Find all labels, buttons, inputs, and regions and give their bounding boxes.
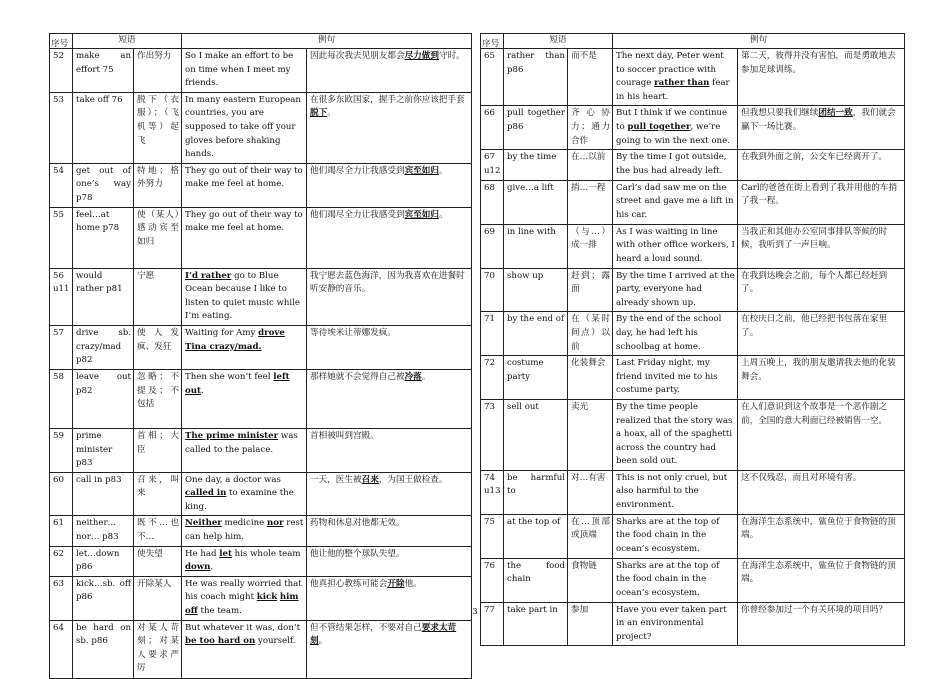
phrase-cell: would rather p81 [73,268,134,325]
seq-cell: 77 [481,602,504,646]
seq-cell: 64 [50,620,73,678]
seq-cell: 61 [50,516,73,546]
sentence-text: 在人们意识到这个故事是一个恶作剧之前，全国的意大利面已经被销售一空。 [741,401,888,426]
highlighted-phrase: kick [256,592,278,603]
sentence-text: Carl’s dad saw me on the street and gave me a lift in his car. [616,182,734,220]
highlighted-phrase: rather than [654,78,710,89]
example-en-cell [613,150,738,180]
table-row [50,546,472,576]
table-row [481,106,905,150]
highlighted-phrase: 要求太苛刻 [310,622,457,647]
sentence-text: By the time I arrived at the party, everyone had already shown up. [616,270,735,308]
highlighted-phrase: I’d rather [185,270,232,281]
phrase-cell: make an effort 75 [73,49,134,93]
sentence-text: So I make an effort to be on time when I meet my friends. [185,51,294,89]
highlighted-phrase: let [219,548,232,559]
sentence-text: 一天，医生被 [310,474,362,485]
table-row [481,602,905,646]
example-zh-cell [307,576,472,620]
example-zh-cell [307,369,472,428]
sentence-text: go to Blue Ocean because I like to listen to quiet music while I’m eating. [185,270,301,322]
sentence-text: Sharks are at the top of the food chain in the ocean’s ecosystem. [616,560,720,599]
example-en-cell [613,602,738,646]
sentence-text: ，我们就会赢下一场比赛。 [741,108,896,132]
meaning-cell: 宁愿 [134,268,182,325]
meaning-cell: 使失望 [134,546,182,576]
phrase-cell: rather than p86 [504,49,568,106]
table-row [481,268,905,312]
example-zh-cell [307,516,472,546]
table-header-row [481,34,905,49]
sentence-text: 在很多东欧国家，握手之前你应该把手套 [310,94,465,105]
example-en-cell [613,224,738,268]
sentence-text: 这不仅残忍，而且对环境有害。 [741,472,862,483]
phrase-cell: sell out [504,399,568,470]
sentence-text: In many eastern European countries, you are supposed to take off your gloves before shaking hands. [185,94,301,160]
sentence-text: 。 [318,636,328,647]
sentence-text: They go out of their way to make me feel at home. [185,209,303,234]
seq-cell: 72 [481,356,504,400]
header-example: 例句 [613,34,905,49]
highlighted-phrase: be too hard on [185,636,256,647]
seq-cell: 55 [50,207,73,268]
sentence-text: 你曾经参加过一个有关环境的项目吗？ [741,604,888,615]
phrase-cell: kick…sb. off p86 [73,576,134,620]
highlighted-phrase: 宾至如归 [404,209,439,220]
example-en-cell [182,325,307,369]
sentence-text: 当我正和其他办公室同事排队等候的时候，我听到了一声巨响。 [741,226,888,251]
sentence-text: Have you ever taken part in an environmental project? [616,604,727,642]
example-zh-cell [738,106,905,150]
highlighted-phrase: down [185,562,211,573]
meaning-cell: 作出努力 [134,49,182,93]
header-phrase: 短语 [504,34,613,49]
seq-cell: 62 [50,546,73,576]
sentence-text: 药物和休息对他都无效。 [310,518,405,529]
seq-cell: 57 [50,325,73,369]
example-zh-cell [738,356,905,400]
header-seq: 序号 [481,34,504,49]
sentence-text: He was really worried that his coach might [185,578,302,603]
seq-cell: 69 [481,224,504,268]
table-row [481,150,905,180]
sentence-text: Then she won’t feel [185,371,274,382]
phrase-cell: take off 76 [73,92,134,163]
highlighted-phrase: him [279,592,299,603]
sentence-text: . [210,562,214,573]
seq-cell: 66 [481,106,504,150]
seq-cell: 52 [50,49,73,93]
table-row [50,163,472,207]
table-row [50,207,472,268]
table-header-row [50,34,472,49]
meaning-cell: 开除某人 [134,576,182,620]
sentence-text: Carl的爸爸在街上看到了我并用他的车捎了我一程。 [741,182,898,207]
example-zh-cell [738,49,905,106]
seq-cell: 73 [481,399,504,470]
meaning-cell: 化装舞会 [568,356,613,400]
sentence-text: One day, a doctor was [185,474,281,485]
seq-cell: 68 [481,180,504,224]
phrase-cell: costume party [504,356,568,400]
sentence-text: . [200,385,204,396]
meaning-cell: 忽略；不提及；不包括 [134,369,182,428]
meaning-cell: 脱下（衣服）；（飞机等）起飞 [134,92,182,163]
sentence-text: 上周五晚上，我的朋友邀请我去他的化装舞会。 [741,358,896,382]
table-row [50,92,472,163]
header-example: 例句 [182,34,472,49]
example-zh-cell [307,268,472,325]
phrase-cell: drive sb. crazy/mad p82 [73,325,134,369]
example-zh-cell [738,558,905,602]
example-en-cell [613,49,738,106]
sentence-text: But whatever it was, don’t [185,622,301,633]
sentence-text: 。 [438,209,448,220]
seq-cell: 75 [481,514,504,558]
example-zh-cell [738,150,905,180]
example-zh-cell [307,49,472,93]
sentence-text: 他让他的整个球队失望。 [310,548,405,559]
phrase-cell: leave out p82 [73,369,134,428]
example-zh-cell [307,325,472,369]
seq-cell: 58 [50,369,73,428]
example-zh-cell [307,92,472,163]
page-number: 3 [472,607,478,617]
example-en-cell [613,180,738,224]
sentence-text: 他们竭尽全力让我感受到 [310,209,405,220]
example-zh-cell [307,428,472,472]
header-phrase: 短语 [73,34,182,49]
example-zh-cell [738,224,905,268]
example-en-cell [182,92,307,163]
example-en-cell [613,558,738,602]
table-row [50,576,472,620]
highlighted-phrase: called in [185,488,227,499]
meaning-cell: 使（某人）感动宾至如归 [134,207,182,268]
example-zh-cell [738,180,905,224]
table-row [481,312,905,356]
highlighted-phrase: The prime minister [185,430,279,441]
seq-cell: 71 [481,312,504,356]
table-body-left [50,49,472,679]
example-en-cell [182,546,307,576]
table-row [481,224,905,268]
sentence-text: Waiting for Amy [185,327,259,338]
header-seq: 序号 [50,34,73,49]
table-row [50,369,472,428]
example-en-cell [613,106,738,150]
sentence-text: As I was waiting in line with other office workers, I heard a loud sound. [616,226,735,264]
meaning-cell: 赶到；露面 [568,268,613,312]
seq-cell: 63 [50,576,73,620]
table-row [50,268,472,325]
sentence-text: 他们竭尽全力让我感受到 [310,165,405,176]
example-zh-cell [738,399,905,470]
phrase-cell: call in p83 [73,472,134,516]
meaning-cell: 首相；大臣 [134,428,182,472]
phrase-cell: by the time [504,150,568,180]
sentence-text: yourself. [255,636,296,647]
sentence-text: 首相被叫到宫殿。 [310,430,379,441]
table-row [50,325,472,369]
example-zh-cell [738,602,905,646]
meaning-cell: 在（某时间点）以前 [568,312,613,356]
example-en-cell [182,516,307,546]
meaning-cell: 齐心协力；通力合作 [568,106,613,150]
meaning-cell: （与…）成一排 [568,224,613,268]
sentence-text: ，为国王做检查。 [378,474,448,485]
highlighted-phrase: pull together [627,121,691,132]
example-en-cell [613,268,738,312]
example-zh-cell [307,620,472,678]
meaning-cell: 参加 [568,602,613,646]
phrase-cell: at the top of [504,514,568,558]
sentence-text: to examine the king. [185,488,294,512]
example-en-cell [613,312,738,356]
sentence-text: They go out of their way to make me feel at home. [185,165,303,190]
sentence-text: By the time people realized that the story was a hoax, all of the spaghetti across the country had been sold out. [616,401,733,467]
table-row [50,620,472,678]
meaning-cell: 在…顶部或顶端 [568,514,613,558]
phrase-table-left [49,33,472,679]
example-en-cell [613,470,738,514]
sentence-text: 在我到达晚会之前，每个人都已经赶到了。 [741,270,888,295]
table-row [481,514,905,558]
example-zh-cell [307,546,472,576]
seq-cell: 67 u12 [481,150,504,180]
sentence-text: 在海洋生态系统中，鲨鱼位于食物链的顶端。 [741,560,896,585]
sentence-text: was called to the palace. [185,430,298,455]
example-zh-cell [307,163,472,207]
example-en-cell [182,49,307,93]
meaning-cell: 特地；格外努力 [134,163,182,207]
phrase-cell: show up [504,268,568,312]
highlighted-phrase: 开除 [387,578,405,589]
sentence-text: 我宁愿去蓝色海洋，因为我喜欢在进餐时听安静的音乐。 [310,270,465,295]
example-en-cell [613,356,738,400]
seq-cell: 65 [481,49,504,106]
sentence-text: 守时。 [438,51,465,61]
highlighted-phrase: 宾至如归 [404,165,439,176]
sentence-text: Last Friday night, my friend invited me to his costume party. [616,358,718,396]
table-row [481,558,905,602]
table-row [50,516,472,546]
highlighted-phrase: 召来 [361,474,379,485]
example-en-cell [613,399,738,470]
meaning-cell: 食物链 [568,558,613,602]
example-en-cell [182,472,307,516]
meaning-cell: 既不…也不… [134,516,182,546]
meaning-cell: 召来，叫来 [134,472,182,516]
sentence-text: 在我到外面之前，公交车已经离开了。 [741,152,888,163]
meaning-cell: 对某人苛刻；对某人要求严厉 [134,620,182,678]
example-en-cell [613,514,738,558]
sentence-text: 。 [327,108,336,119]
sentence-text: 那样她就不会觉得自己被 [310,371,405,382]
table-row [50,472,472,516]
seq-cell: 56 u11 [50,268,73,325]
phrase-cell: by the end of [504,312,568,356]
phrase-cell: let…down p86 [73,546,134,576]
table-row [481,180,905,224]
sentence-text: 在校庆日之前，他已经把书包落在家里了。 [741,314,888,338]
sentence-text: But I think if we continue to [616,108,728,132]
sentence-text: 因此每次我去见朋友都会 [310,51,405,61]
meaning-cell: 使人发疯、发狂 [134,325,182,369]
sentence-text: 第二天，彼得并没有害怕，而是勇敢地去参加足球训练。 [741,51,896,75]
example-en-cell [182,163,307,207]
seq-cell: 70 [481,268,504,312]
sentence-text: his whole team [231,548,301,559]
example-zh-cell [307,207,472,268]
table-row [50,428,472,472]
highlighted-phrase: 尽力做到 [404,51,439,61]
table-row [481,470,905,514]
meaning-cell: 捎…一程 [568,180,613,224]
seq-cell: 76 [481,558,504,602]
sentence-text: By the time I got outside, the bus had already left. [616,152,727,176]
example-en-cell [182,576,307,620]
seq-cell: 60 [50,472,73,516]
sentence-text: , we’re going to win the next one. [616,121,730,146]
sentence-text: By the end of the school day, he had left his schoolbag at home. [616,314,722,352]
example-zh-cell [738,268,905,312]
sentence-text: 。 [421,371,431,382]
example-en-cell [182,369,307,428]
sentence-text: 等待埃米让蒂娜发疯。 [310,327,396,338]
phrase-cell: neither… nor… p83 [73,516,134,546]
sentence-text: the team. [197,606,242,617]
meaning-cell: 在…以前 [568,150,613,180]
example-zh-cell [738,514,905,558]
example-zh-cell [738,470,905,514]
highlighted-phrase: drove Tina crazy/mad. [185,327,285,352]
table-body-right [481,49,905,646]
meaning-cell: 对…有害 [568,470,613,514]
sentence-text: 他。 [404,578,422,589]
highlighted-phrase: 脱下 [310,108,328,119]
example-zh-cell [307,472,472,516]
sentence-text: 但不管结果怎样，不要对自己 [310,622,422,633]
table-row [481,399,905,470]
phrase-cell: pull together p86 [504,106,568,150]
highlighted-phrase: off [185,606,198,617]
sentence-text: He had [185,548,220,559]
phrase-cell: be harmful to [504,470,568,514]
sentence-text: rest can help him. [185,518,304,543]
example-en-cell [182,428,307,472]
meaning-cell: 而不是 [568,49,613,106]
phrase-cell: in line with [504,224,568,268]
sentence-text: This is not only cruel, but also harmful to the environment. [616,472,728,511]
phrase-cell: prime minister p83 [73,428,134,472]
phrase-cell: give…a lift [504,180,568,224]
phrase-cell: take part in [504,602,568,646]
highlighted-phrase: 团结一致 [818,108,853,119]
example-zh-cell [738,312,905,356]
seq-cell: 53 [50,92,73,163]
seq-cell: 54 [50,163,73,207]
sentence-text: 他真担心教练可能会 [310,578,388,589]
table-row [50,49,472,93]
phrase-table-right [480,33,905,646]
phrase-cell: be hard on sb. p86 [73,620,134,678]
sentence-text: 在海洋生态系统中，鲨鱼位于食物链的顶端。 [741,516,896,541]
phrase-cell: the food chain [504,558,568,602]
highlighted-phrase: nor [266,518,284,529]
sentence-text: 但我想只要我们继续 [741,108,819,119]
highlighted-phrase: left out [185,371,290,396]
meaning-cell: 卖光 [568,399,613,470]
phrase-cell: feel…at home p78 [73,207,134,268]
example-en-cell [182,268,307,325]
table-row [481,356,905,400]
highlighted-phrase: 冷落 [404,371,422,382]
sentence-text: 。 [438,165,448,176]
example-en-cell [182,207,307,268]
seq-cell: 59 [50,428,73,472]
sentence-text: The next day, Peter went to soccer practice with courage [616,51,724,89]
phrase-cell: get out of one’s way p78 [73,163,134,207]
example-en-cell [182,620,307,678]
highlighted-phrase: Neither [185,518,222,529]
sentence-text: medicine [221,518,267,529]
sentence-text: Sharks are at the top of the food chain in the ocean’s ecosystem. [616,516,720,555]
seq-cell: 74 u13 [481,470,504,514]
table-row [481,49,905,106]
sentence-text: fear in his heart. [616,78,730,102]
